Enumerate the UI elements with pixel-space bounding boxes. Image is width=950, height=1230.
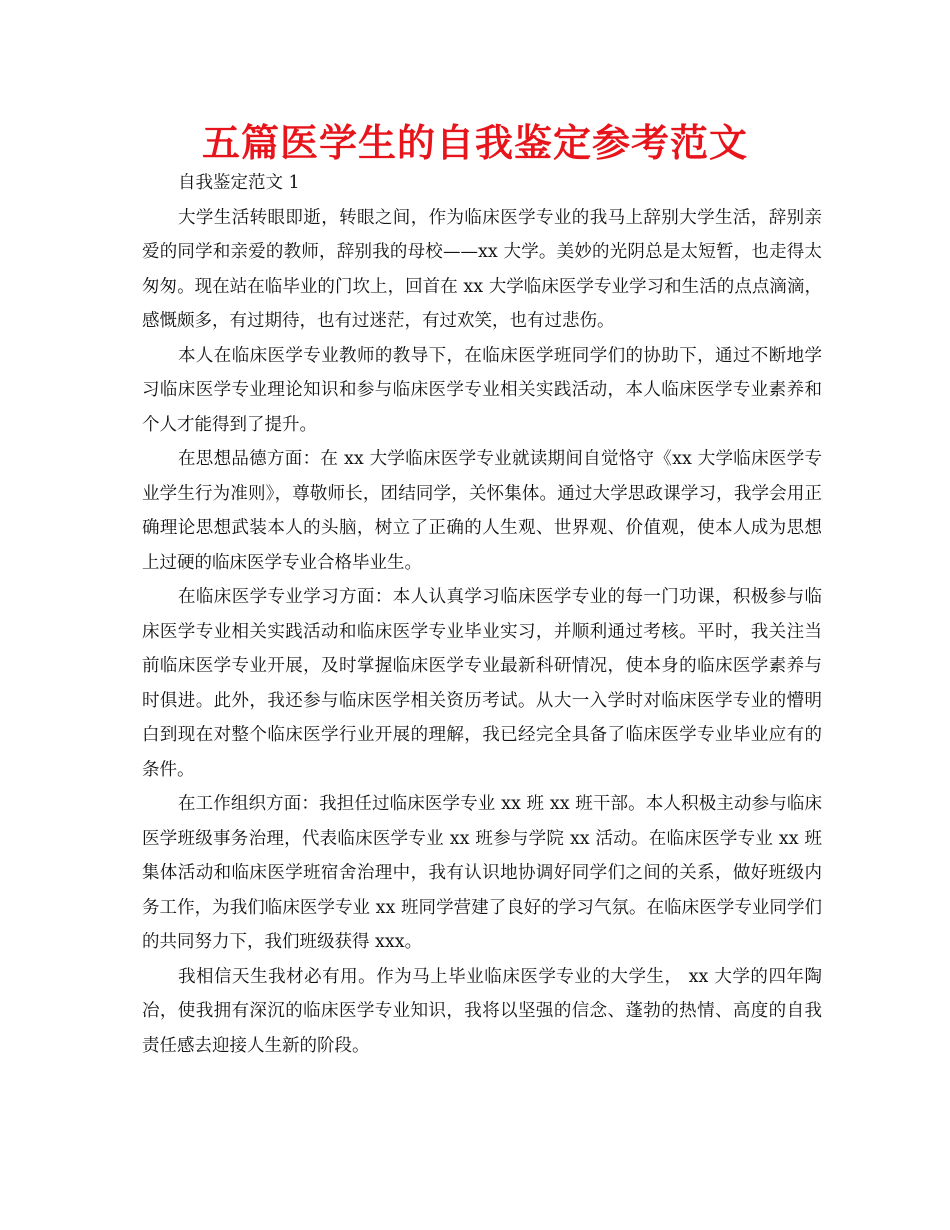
- document-title: 五篇医学生的自我鉴定参考范文: [201, 121, 748, 165]
- paragraph-1: 大学生活转眼即逝，转眼之间，作为临床医学专业的我马上辞别大学生活，辞别亲爱的同学和亲爱的教师，辞别我的母校——xx 大学。美妙的光阴总是太短暂，也走得太匆匆。现在站在临毕业的门坎上，回首在 xx 大学临床医学专业学习和生活的点点滴滴，感慨颇多，有过期待，也有过迷茫，有过欢笑，也有过悲伤。: [142, 207, 822, 331]
- document-body: [142, 166, 822, 1063]
- section-heading: 自我鉴定范文 1: [178, 173, 300, 193]
- paragraph-3: 在思想品德方面：在 xx 大学临床医学专业就读期间自觉恪守《xx 大学临床医学专业学生行为准则》，尊敬师长，团结同学，关怀集体。通过大学思政课学习，我学会用正确理论思想武装本人的头脑，树立了正确的人生观、世界观、价值观，使本人成为思想上过硬的临床医学专业合格毕业生。: [142, 449, 822, 573]
- paragraph-2: 本人在临床医学专业教师的教导下，在临床医学班同学们的协助下，通过不断地学习临床医学专业理论知识和参与临床医学专业相关实践活动，本人临床医学专业素养和个人才能得到了提升。: [142, 345, 822, 435]
- paragraph-5: 在工作组织方面：我担任过临床医学专业 xx 班 xx 班干部。本人积极主动参与临床医学班级事务治理，代表临床医学专业 xx 班参与学院 xx 活动。在临床医学专业 xx 班集体活动和临床医学班宿舍治理中，我有认识地协调好同学们之间的关系，做好班级内务工作，为我们临床医学专业 xx 班同学营建了良好的学习气氛。在临床医学专业同学们的共同努力下，我们班级获得 xxx。: [142, 794, 822, 952]
- paragraph-4: 在临床医学专业学习方面：本人认真学习临床医学专业的每一门功课，积极参与临床医学专业相关实践活动和临床医学专业毕业实习，并顺利通过考核。平时，我关注当前临床医学专业开展，及时掌握临床医学专业最新科研情况，使本身的临床医学素养与时俱进。此外，我还参与临床医学相关资历考试。从大一入学时对临床医学专业的懵明白到现在对整个临床医学行业开展的理解，我已经完全具备了临床医学专业毕业应有的条件。: [142, 587, 822, 780]
- paragraph-6: 我相信天生我材必有用。作为马上毕业临床医学专业的大学生， xx 大学的四年陶冶，使我拥有深沉的临床医学专业知识，我将以坚强的信念、蓬勃的热情、高度的自我责任感去迎接人生新的阶段。: [142, 966, 822, 1056]
